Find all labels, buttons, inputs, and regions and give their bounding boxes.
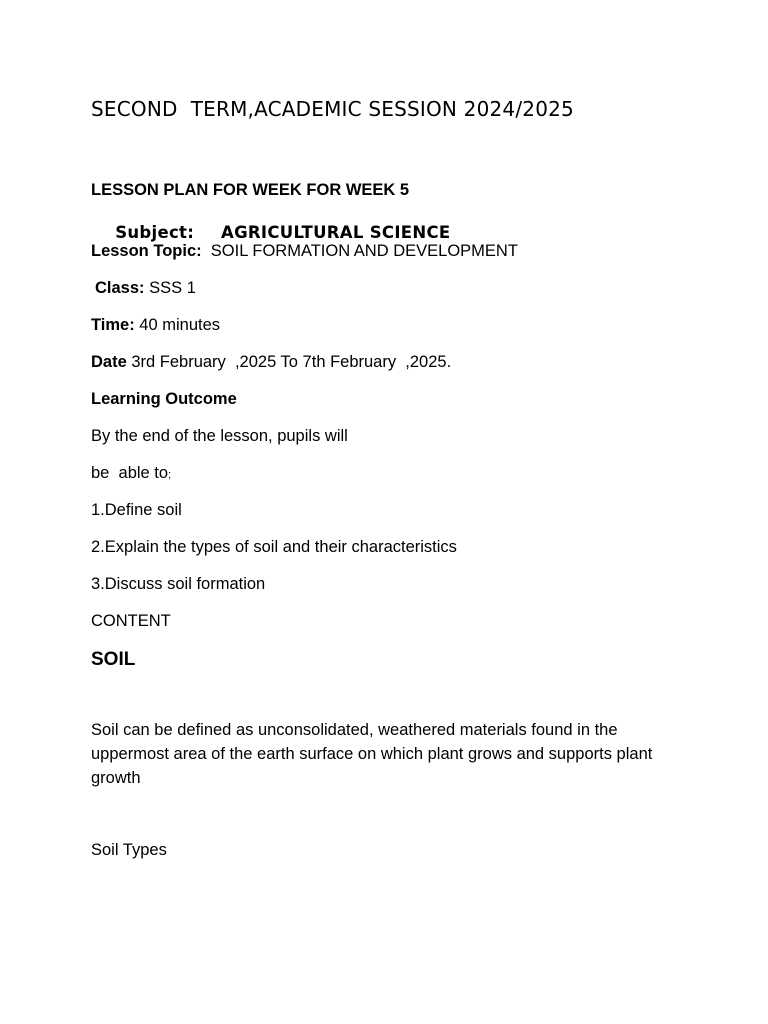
- lesson-topic-label: Lesson Topic:: [91, 242, 202, 260]
- objective-item: 1.Define soil: [91, 501, 182, 519]
- subject-value: AGRICULTURAL SCIENCE: [221, 223, 451, 242]
- objective-item: 3.Discuss soil formation: [91, 575, 266, 593]
- time-label: Time:: [91, 316, 135, 334]
- time-line: [91, 315, 220, 335]
- outcome-intro-punctuation: ;: [168, 469, 172, 481]
- outcome-intro-line-1: By the end of the lesson, pupils will: [91, 427, 348, 445]
- learning-outcome-heading: Learning Outcome: [91, 390, 237, 408]
- lesson-topic-line: [91, 241, 518, 261]
- session-title: SECOND TERM,ACADEMIC SESSION 2024/2025: [91, 97, 574, 121]
- date-line: [91, 352, 451, 372]
- class-line: [95, 278, 196, 298]
- lesson-topic-value: SOIL FORMATION AND DEVELOPMENT: [201, 242, 518, 260]
- outcome-intro-line-2: [91, 463, 171, 485]
- lesson-plan-week-title: LESSON PLAN FOR WEEK FOR WEEK 5: [91, 181, 410, 199]
- soil-definition-paragraph: Soil can be defined as unconsolidated, weathered materials found in the uppermost area of the earth surface on which plant grows and supports plant growth: [91, 721, 653, 787]
- class-label: Class:: [95, 279, 145, 297]
- soil-heading: SOIL: [91, 649, 136, 670]
- time-value: 40 minutes: [134, 316, 221, 334]
- outcome-intro-text: be able to: [91, 464, 169, 482]
- soil-types-label: Soil Types: [91, 841, 167, 859]
- content-label: CONTENT: [91, 612, 171, 630]
- date-label: Date: [91, 353, 127, 371]
- subject-label: Subject:: [115, 223, 195, 242]
- class-value: SSS 1: [144, 279, 196, 297]
- objective-item: 2.Explain the types of soil and their characteristics: [91, 538, 457, 556]
- date-value: 3rd February ,2025 To 7th February ,2025.: [126, 353, 452, 371]
